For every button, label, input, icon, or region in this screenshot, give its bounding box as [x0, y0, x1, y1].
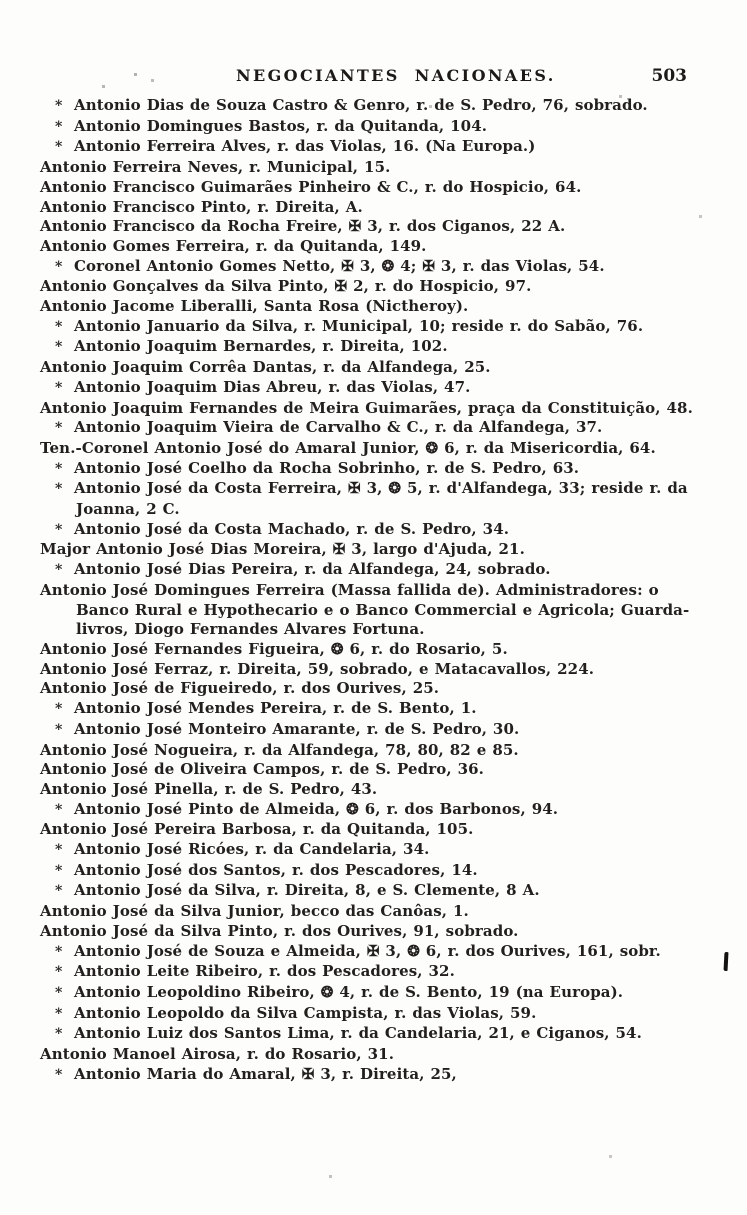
- entry-text: Antonio Francisco da Rocha Freire, ✠ 3, r. dos Ciganos, 22 A.: [40, 217, 566, 236]
- asterisk-marker-icon: *: [55, 420, 63, 437]
- entry-text: Antonio José Nogueira, r. da Alfandega, 78, 80, 82 e 85.: [40, 740, 519, 759]
- entry-text: Antonio José da Costa Machado, r. de S. Pedro, 34.: [74, 519, 510, 538]
- entry-text: Antonio José de Figueiredo, r. dos Ourives, 25.: [40, 679, 440, 698]
- directory-entry: [40, 337, 713, 358]
- directory-entry: [40, 962, 713, 983]
- asterisk-marker-icon: *: [55, 943, 63, 960]
- entry-text: Antonio Leopoldo da Silva Campista, r. das Violas, 59.: [74, 1003, 537, 1022]
- asterisk-marker-icon: *: [55, 562, 63, 579]
- directory-entry: [40, 820, 713, 840]
- directory-entry: [40, 479, 713, 519]
- asterisk-marker-icon: *: [55, 339, 63, 356]
- asterisk-marker-icon: *: [55, 1005, 63, 1022]
- directory-entry: [40, 660, 713, 680]
- directory-entry: [40, 679, 713, 699]
- directory-entry: [40, 581, 713, 640]
- asterisk-marker-icon: *: [55, 964, 63, 981]
- asterisk-marker-icon: *: [55, 118, 63, 135]
- entry-text: Antonio José Mendes Pereira, r. de S. Bento, 1.: [74, 699, 477, 718]
- directory-entry: [40, 399, 713, 419]
- asterisk-marker-icon: *: [55, 460, 63, 477]
- entry-text: Antonio Francisco Pinto, r. Direita, A.: [40, 197, 363, 216]
- asterisk-marker-icon: *: [55, 984, 63, 1001]
- directory-entry: [40, 699, 713, 720]
- entry-text: Antonio Joaquim Bernardes, r. Direita, 102.: [74, 337, 448, 356]
- directory-entry: [40, 640, 713, 660]
- directory-entry: [40, 378, 713, 399]
- asterisk-marker-icon: *: [55, 701, 63, 718]
- entry-text: Antonio José Monteiro Amarante, r. de S. Pedro, 30.: [74, 719, 520, 738]
- entry-text: Antonio Dias de Souza Castro & Genro, r. de S. Pedro, 76, sobrado.: [74, 96, 648, 114]
- entry-text: Antonio José dos Santos, r. dos Pescadores, 14.: [74, 860, 478, 879]
- entry-text: Antonio Jacome Liberalli, Santa Rosa (Nictheroy).: [40, 297, 469, 316]
- directory-entry: [40, 297, 713, 317]
- asterisk-marker-icon: *: [55, 801, 63, 818]
- directory-entry: [40, 800, 713, 821]
- entry-text: Coronel Antonio Gomes Netto, ✠ 3, ❂ 4; ✠ 3, r. das Violas, 54.: [74, 256, 605, 275]
- entry-text: Antonio Gomes Ferreira, r. da Quitanda, 149.: [40, 236, 427, 255]
- directory-entry: [40, 1004, 713, 1025]
- asterisk-marker-icon: *: [55, 379, 63, 396]
- entry-text: Antonio José da Silva Pinto, r. dos Ourives, 91, sobrado.: [40, 921, 519, 940]
- directory-entry: [40, 760, 713, 780]
- directory-entry: [40, 158, 713, 178]
- directory-entry: [40, 720, 713, 741]
- page-title: NEGOCIANTES NACIONAES.: [236, 66, 556, 85]
- entry-text: Antonio Luiz dos Santos Lima, r. da Candelaria, 21, e Ciganos, 54.: [74, 1024, 642, 1043]
- directory-entry: [40, 137, 713, 158]
- directory-entry: [40, 560, 713, 581]
- entry-text: Antonio José Fernandes Figueira, ❂ 6, r. do Rosario, 5.: [40, 639, 508, 658]
- directory-entry: [40, 96, 713, 117]
- page-number: 503: [651, 66, 687, 86]
- asterisk-marker-icon: *: [55, 862, 63, 879]
- directory-entry: [40, 418, 713, 439]
- entry-text: Antonio Gonçalves da Silva Pinto, ✠ 2, r. do Hospicio, 97.: [40, 277, 532, 296]
- entry-text: Antonio José Coelho da Rocha Sobrinho, r. de S. Pedro, 63.: [74, 458, 580, 477]
- entry-text: Antonio José Ferraz, r. Direita, 59, sobrado, e Matacavallos, 224.: [40, 659, 595, 678]
- page-header: [0, 66, 747, 90]
- directory-entry: [40, 540, 713, 560]
- entry-text: Antonio José de Souza e Almeida, ✠ 3, ❂ 6, r. dos Ourives, 161, sobr.: [74, 941, 661, 960]
- entry-text: Antonio Joaquim Vieira de Carvalho & C., r. da Alfandega, 37.: [74, 418, 603, 437]
- directory-entry: [40, 861, 713, 882]
- directory-entry: [40, 780, 713, 800]
- entry-text: Antonio Joaquim Dias Abreu, r. das Violas, 47.: [74, 377, 471, 396]
- entry-text: Antonio Ferreira Neves, r. Municipal, 15.: [40, 158, 391, 177]
- entry-text: Antonio Leopoldino Ribeiro, ❂ 4, r. de S. Bento, 19 (na Europa).: [74, 982, 624, 1001]
- directory-entry: [40, 117, 713, 138]
- entry-text: Antonio Leite Ribeiro, r. dos Pescadores, 32.: [74, 962, 455, 981]
- directory-entry: [40, 178, 713, 198]
- entry-text: Antonio José Pinella, r. de S. Pedro, 43.: [40, 779, 378, 798]
- asterisk-marker-icon: *: [55, 521, 63, 538]
- asterisk-marker-icon: *: [55, 883, 63, 900]
- entry-text: Antonio Ferreira Alves, r. das Violas, 16. (Na Europa.): [74, 137, 536, 156]
- asterisk-marker-icon: *: [55, 98, 63, 114]
- directory-entry: [40, 237, 713, 257]
- asterisk-marker-icon: *: [55, 1026, 63, 1043]
- directory-entry: [40, 1065, 713, 1086]
- entry-text: Ten.-Coronel Antonio José do Amaral Junior, ❂ 6, r. da Misericordia, 64.: [40, 438, 656, 457]
- entry-text: Antonio Joaquim Fernandes de Meira Guimarães, praça da Constituição, 48.: [40, 398, 693, 417]
- directory-entry: [40, 922, 713, 942]
- directory-entry: [40, 902, 713, 922]
- entry-text: Antonio Januario da Silva, r. Municipal, 10; reside r. do Sabão, 76.: [74, 316, 644, 335]
- directory-entry: [40, 741, 713, 761]
- entry-text: Antonio Domingues Bastos, r. da Quitanda, 104.: [74, 116, 488, 135]
- entry-text: Antonio José Dias Pereira, r. da Alfandega, 24, sobrado.: [74, 560, 551, 579]
- directory-entry: [40, 983, 713, 1004]
- entry-text: Antonio José de Oliveira Campos, r. de S. Pedro, 36.: [40, 760, 484, 779]
- entry-text: Antonio José Domingues Ferreira (Massa fallida de). Administradores: o Banco Rural e Hypothecario e o Banco Commercial e Agricola; Guarda-livros, Diogo Fernandes Alvares Fortuna.: [40, 580, 690, 639]
- entry-text: Antonio José da Costa Ferreira, ✠ 3, ❂ 5, r. d'Alfandega, 33; reside r. da Joanna, 2 C.: [74, 479, 688, 519]
- directory-entry: [40, 277, 713, 297]
- directory-entry: [40, 1045, 713, 1065]
- directory-list: [40, 96, 713, 1085]
- entry-text: Antonio Manoel Airosa, r. do Rosario, 31.: [40, 1045, 395, 1064]
- directory-entry: [40, 459, 713, 480]
- asterisk-marker-icon: *: [55, 1066, 63, 1083]
- directory-entry: [40, 358, 713, 378]
- directory-entry: [40, 198, 713, 218]
- asterisk-marker-icon: *: [55, 318, 63, 335]
- directory-entry: [40, 257, 713, 278]
- entry-text: Antonio José Pereira Barbosa, r. da Quitanda, 105.: [40, 820, 474, 839]
- entry-text: Antonio José da Silva Junior, becco das Canôas, 1.: [40, 902, 469, 921]
- directory-entry: [40, 1024, 713, 1045]
- directory-entry: [40, 439, 713, 459]
- directory-entry: [40, 881, 713, 902]
- entry-text: Antonio José Pinto de Almeida, ❂ 6, r. dos Barbonos, 94.: [74, 799, 559, 818]
- scanned-directory-page: [0, 66, 747, 1215]
- directory-entry: [40, 217, 713, 237]
- entry-text: Antonio José da Silva, r. Direita, 8, e S. Clemente, 8 A.: [74, 881, 540, 900]
- asterisk-marker-icon: *: [55, 842, 63, 859]
- entry-text: Antonio José Ricóes, r. da Candelaria, 34.: [74, 840, 430, 859]
- entry-text: Antonio Francisco Guimarães Pinheiro & C., r. do Hospicio, 64.: [40, 177, 582, 196]
- directory-entry: [40, 840, 713, 861]
- entry-text: Major Antonio José Dias Moreira, ✠ 3, largo d'Ajuda, 21.: [40, 540, 525, 559]
- asterisk-marker-icon: *: [55, 481, 63, 498]
- asterisk-marker-icon: *: [55, 139, 63, 156]
- directory-entry: [40, 317, 713, 338]
- entry-text: Antonio Joaquim Corrêa Dantas, r. da Alfandega, 25.: [40, 358, 491, 377]
- asterisk-marker-icon: *: [55, 258, 63, 275]
- ink-smudge-artifact: [724, 952, 729, 971]
- asterisk-marker-icon: *: [55, 721, 63, 738]
- directory-entry: [40, 520, 713, 541]
- entry-text: Antonio Maria do Amaral, ✠ 3, r. Direita, 25,: [74, 1064, 457, 1083]
- directory-entry: [40, 942, 713, 963]
